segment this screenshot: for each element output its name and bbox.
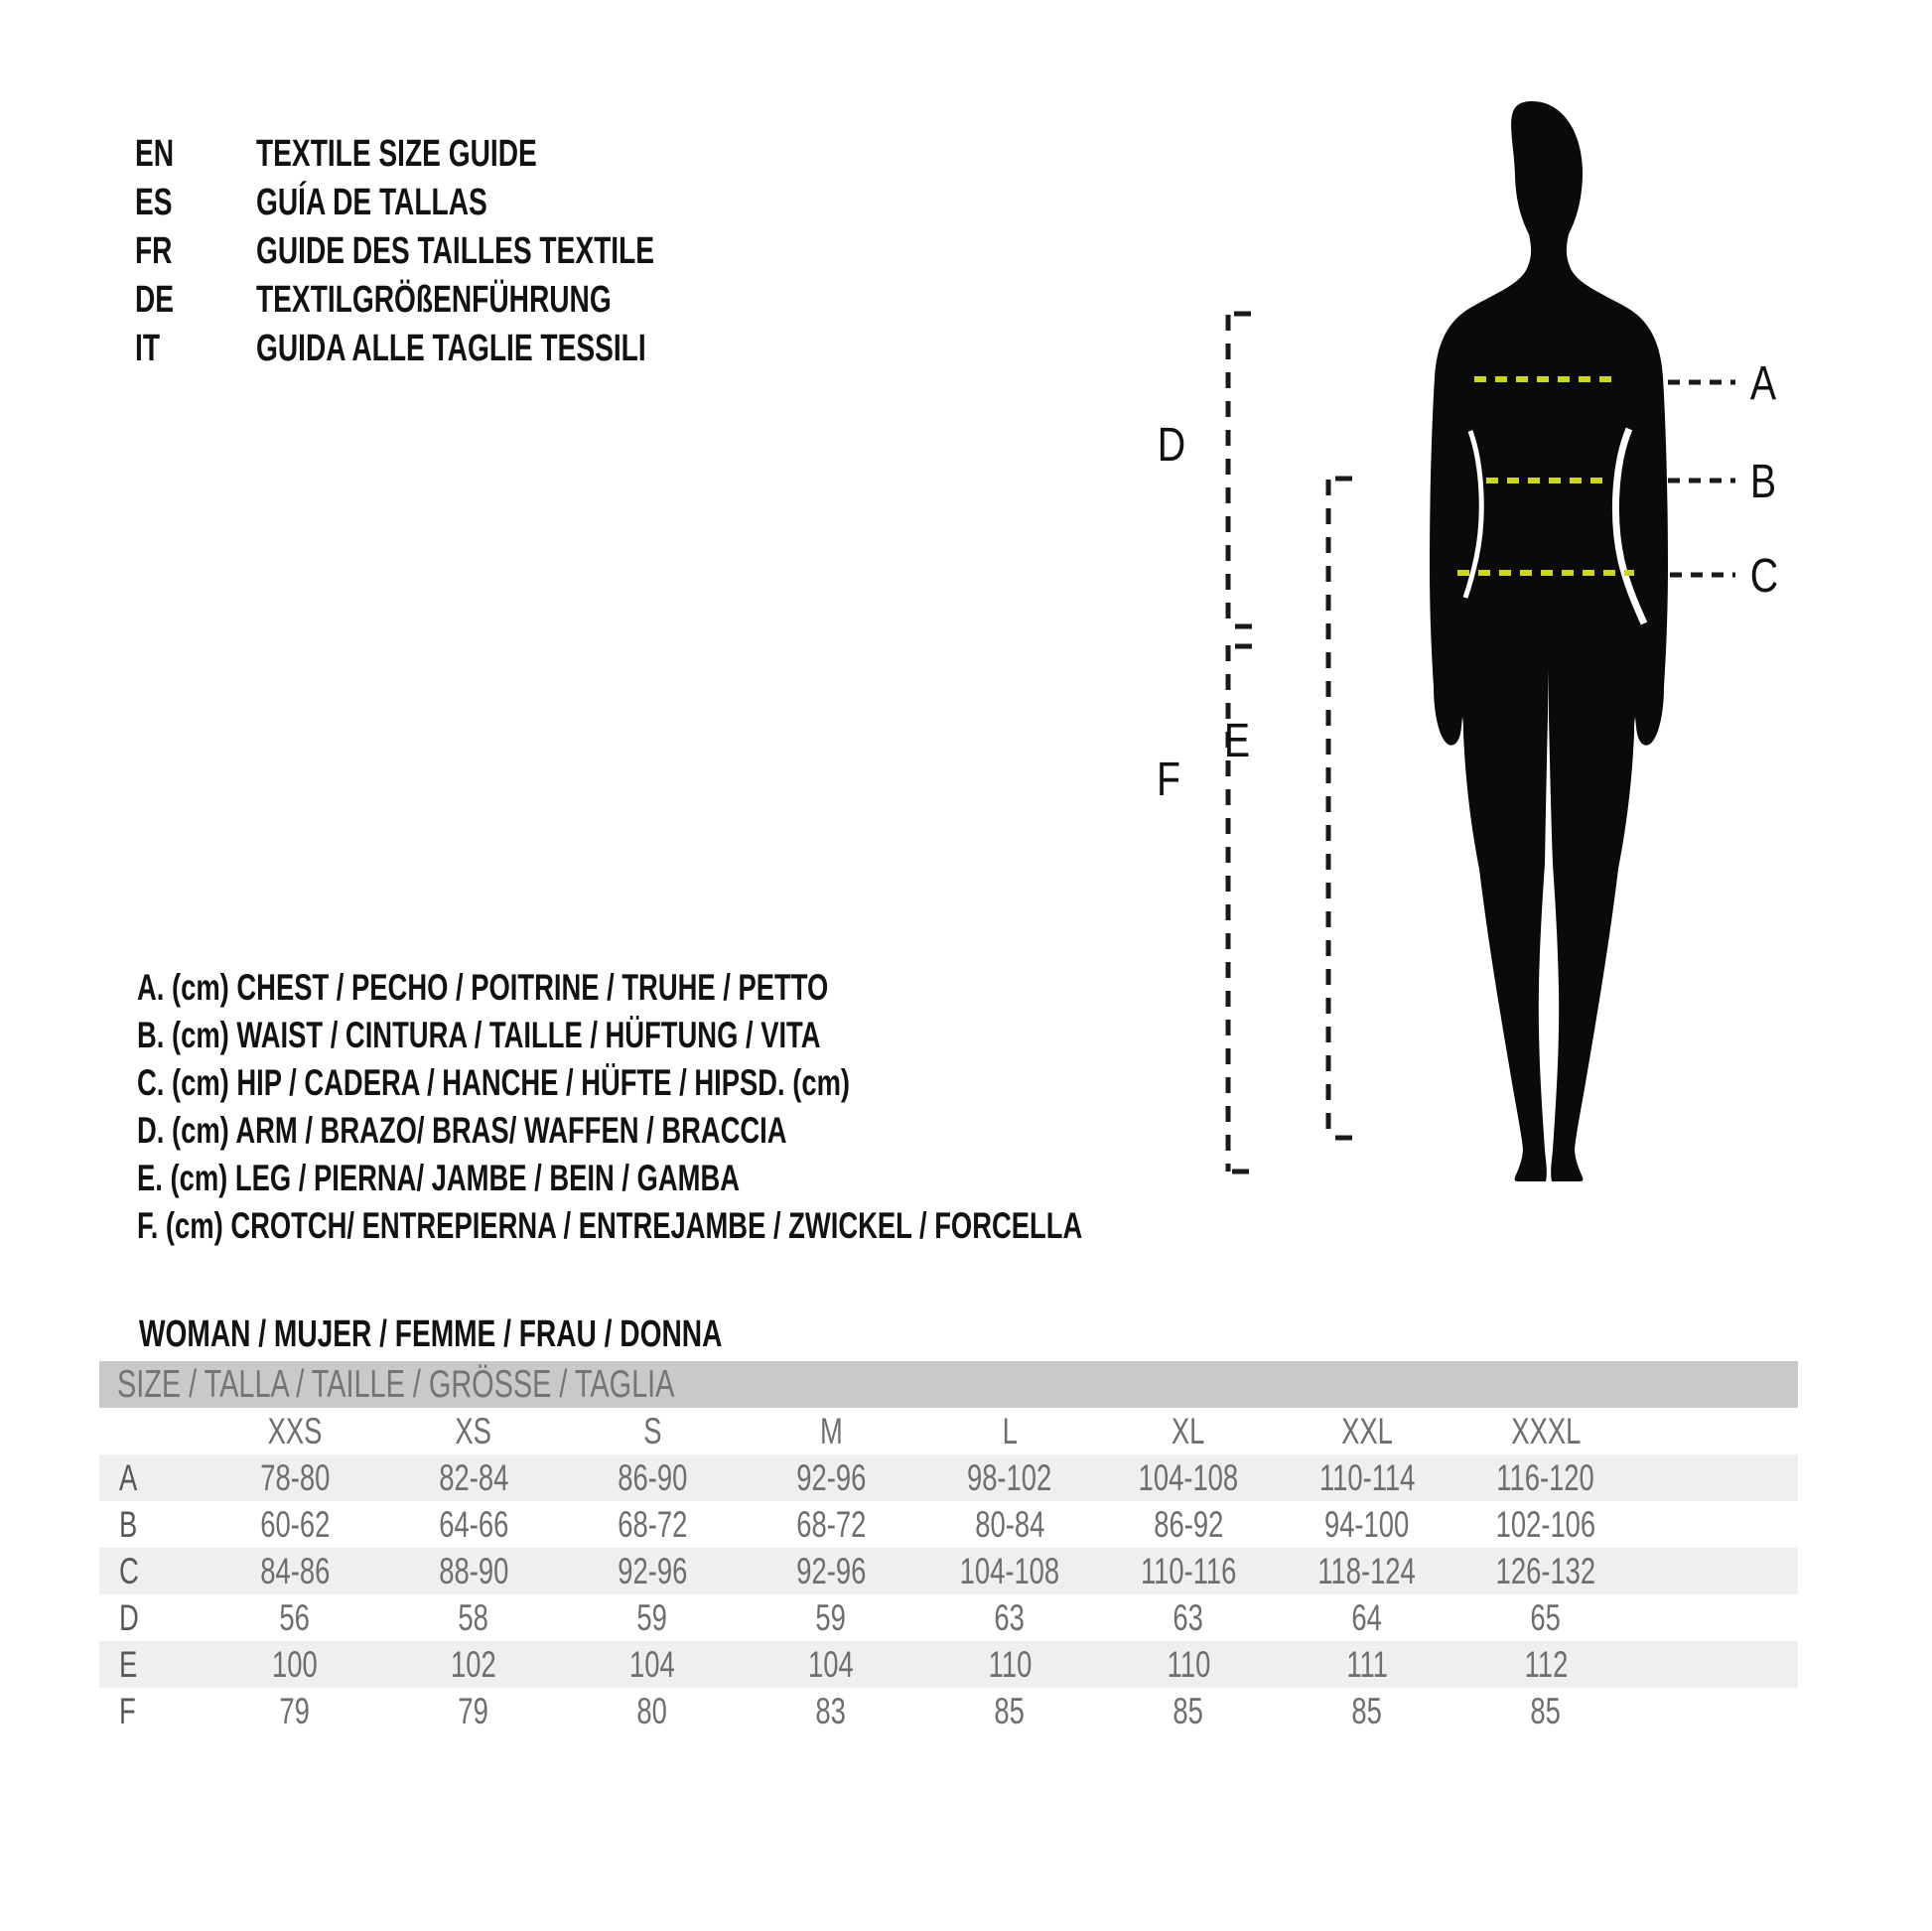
legend-item-d: D. (cm) ARM / BRAZO/ BRAS/ WAFFEN / BRACCIA bbox=[137, 1110, 787, 1151]
row-label: D bbox=[119, 1596, 139, 1638]
lang-title-de: TEXTILGRÖßENFÜHRUNG bbox=[256, 279, 612, 321]
row-label: A bbox=[119, 1456, 138, 1498]
size-col-xxxl: XXXL bbox=[1510, 1410, 1582, 1451]
size-col-m: M bbox=[819, 1410, 843, 1451]
figure-label-b: B bbox=[1749, 455, 1777, 508]
legend-item-e: E. (cm) LEG / PIERNA/ JAMBE / BEIN / GAMBA bbox=[137, 1158, 740, 1198]
table-row-b: B 60-62 64-66 68-72 68-72 80-84 86-92 94-100 102-106 bbox=[119, 1503, 1596, 1545]
lang-title-fr: GUIDE DES TAILLES TEXTILE bbox=[256, 230, 654, 272]
legend-item-a: A. (cm) CHEST / PECHO / POITRINE / TRUHE / PETTO bbox=[137, 967, 829, 1008]
row-label: B bbox=[119, 1503, 138, 1545]
figure-label-f: F bbox=[1156, 753, 1181, 806]
table-row-c: C 84-86 88-90 92-96 92-96 104-108 110-116 118-124 126-132 bbox=[99, 1548, 1798, 1594]
table-header-text: SIZE / TALLA / TAILLE / GRÖSSE / TAGLIA bbox=[117, 1362, 675, 1406]
legend-item-c: C. (cm) HIP / CADERA / HANCHE / HÜFTE / HIPSD. (cm) bbox=[137, 1062, 851, 1103]
legend-item-f: F. (cm) CROTCH/ ENTREPIERNA / ENTREJAMBE / ZWICKEL / FORCELLA bbox=[137, 1205, 1083, 1246]
lang-code-es: ES bbox=[135, 182, 173, 223]
table-header-bar bbox=[99, 1361, 1798, 1408]
lang-code-en: EN bbox=[135, 133, 175, 175]
table-row-f: F 79 79 80 83 85 85 85 85 bbox=[119, 1690, 1562, 1731]
size-col-xxs: XXS bbox=[267, 1410, 323, 1451]
lang-code-fr: FR bbox=[135, 230, 173, 272]
figure-label-c: C bbox=[1749, 549, 1779, 603]
lang-title-it: GUIDA ALLE TAGLIE TESSILI bbox=[256, 328, 646, 369]
lang-row-es bbox=[135, 179, 794, 227]
table-row-e: E 100 102 104 104 110 110 111 112 bbox=[99, 1641, 1798, 1688]
figure-label-e: E bbox=[1223, 714, 1251, 767]
size-col-xs: XS bbox=[455, 1410, 492, 1451]
size-col-s: S bbox=[642, 1410, 662, 1451]
lang-title-en: TEXTILE SIZE GUIDE bbox=[256, 133, 537, 175]
size-col-xl: XL bbox=[1172, 1410, 1205, 1451]
row-label: F bbox=[119, 1690, 136, 1731]
size-col-l: L bbox=[1002, 1410, 1018, 1451]
measurement-figure bbox=[1092, 89, 1932, 1191]
silhouette-body bbox=[1430, 101, 1668, 1181]
figure-label-a: A bbox=[1749, 356, 1777, 410]
lang-row-de bbox=[135, 276, 794, 325]
lang-row-it bbox=[135, 325, 794, 373]
figure-svg bbox=[1092, 89, 1932, 1191]
lang-row-fr bbox=[135, 227, 794, 276]
legend-item-b: B. (cm) WAIST / CINTURA / TAILLE / HÜFTUNG / VITA bbox=[137, 1015, 821, 1055]
table-row-a: A 78-80 82-84 86-90 92-96 98-102 104-108 110-114 116-120 bbox=[99, 1454, 1798, 1501]
figure-label-d: D bbox=[1157, 418, 1186, 472]
row-label: C bbox=[119, 1550, 139, 1591]
lang-title-es: GUÍA DE TALLAS bbox=[256, 182, 487, 223]
table-sizes-row bbox=[99, 1408, 1798, 1454]
section-title-woman: WOMAN / MUJER / FEMME / FRAU / DONNA bbox=[139, 1312, 723, 1355]
woman-silhouette bbox=[1430, 101, 1668, 1181]
lang-code-de: DE bbox=[135, 279, 175, 321]
size-table bbox=[99, 1361, 1798, 1734]
table-row-d: D 56 58 59 59 63 63 64 65 bbox=[119, 1596, 1562, 1638]
lang-row-en bbox=[135, 130, 794, 179]
lang-code-it: IT bbox=[135, 328, 160, 369]
size-col-xxl: XXL bbox=[1341, 1410, 1393, 1451]
language-title-block bbox=[135, 130, 794, 373]
row-label: E bbox=[119, 1643, 138, 1685]
